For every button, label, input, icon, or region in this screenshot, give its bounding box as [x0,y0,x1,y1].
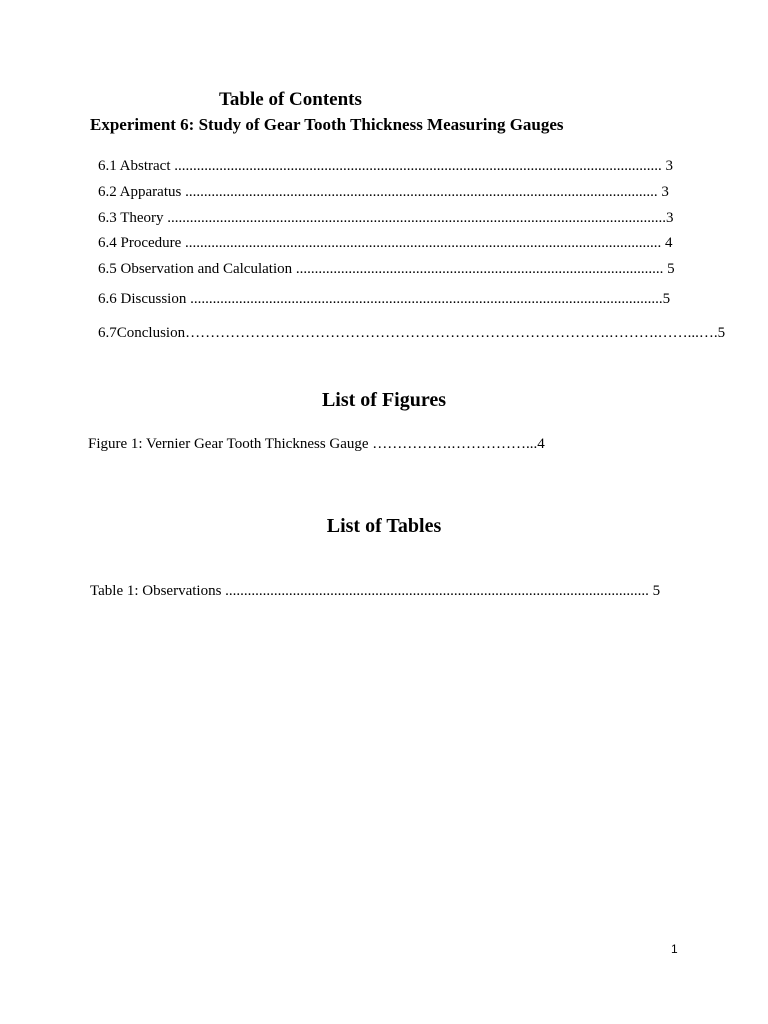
toc-entry-procedure[interactable]: 6.4 Procedure ............................................................................................................................... 4 [98,235,673,251]
table-entry-1[interactable]: Table 1: Observations ................................................................................................................. 5 [90,583,661,599]
list-of-figures-title: List of Figures [321,389,447,411]
toc-entry-conclusion[interactable]: 6.7Conclusion………………………………………………………………………….……….……...….5 [98,325,726,341]
toc-entry-observation[interactable]: 6.5 Observation and Calculation .................................................................................................. 5 [98,261,675,277]
toc-entry-abstract[interactable]: 6.1 Abstract .................................................................................................................................. 3 [98,158,673,174]
toc-subtitle: Experiment 6: Study of Gear Tooth Thickness Measuring Gauges [90,115,564,134]
toc-entry-theory[interactable]: 6.3 Theory .....................................................................................................................................3 [98,210,674,226]
page-number: 1 [671,942,678,956]
toc-entry-discussion[interactable]: 6.6 Discussion ..............................................................................................................................5 [98,291,671,307]
toc-title: Table of Contents [219,89,362,110]
list-of-tables-title: List of Tables [326,515,442,537]
figure-entry-1[interactable]: Figure 1: Vernier Gear Tooth Thickness Gauge …………….……………...4 [88,436,545,452]
toc-entry-apparatus[interactable]: 6.2 Apparatus .............................................................................................................................. 3 [98,184,669,200]
